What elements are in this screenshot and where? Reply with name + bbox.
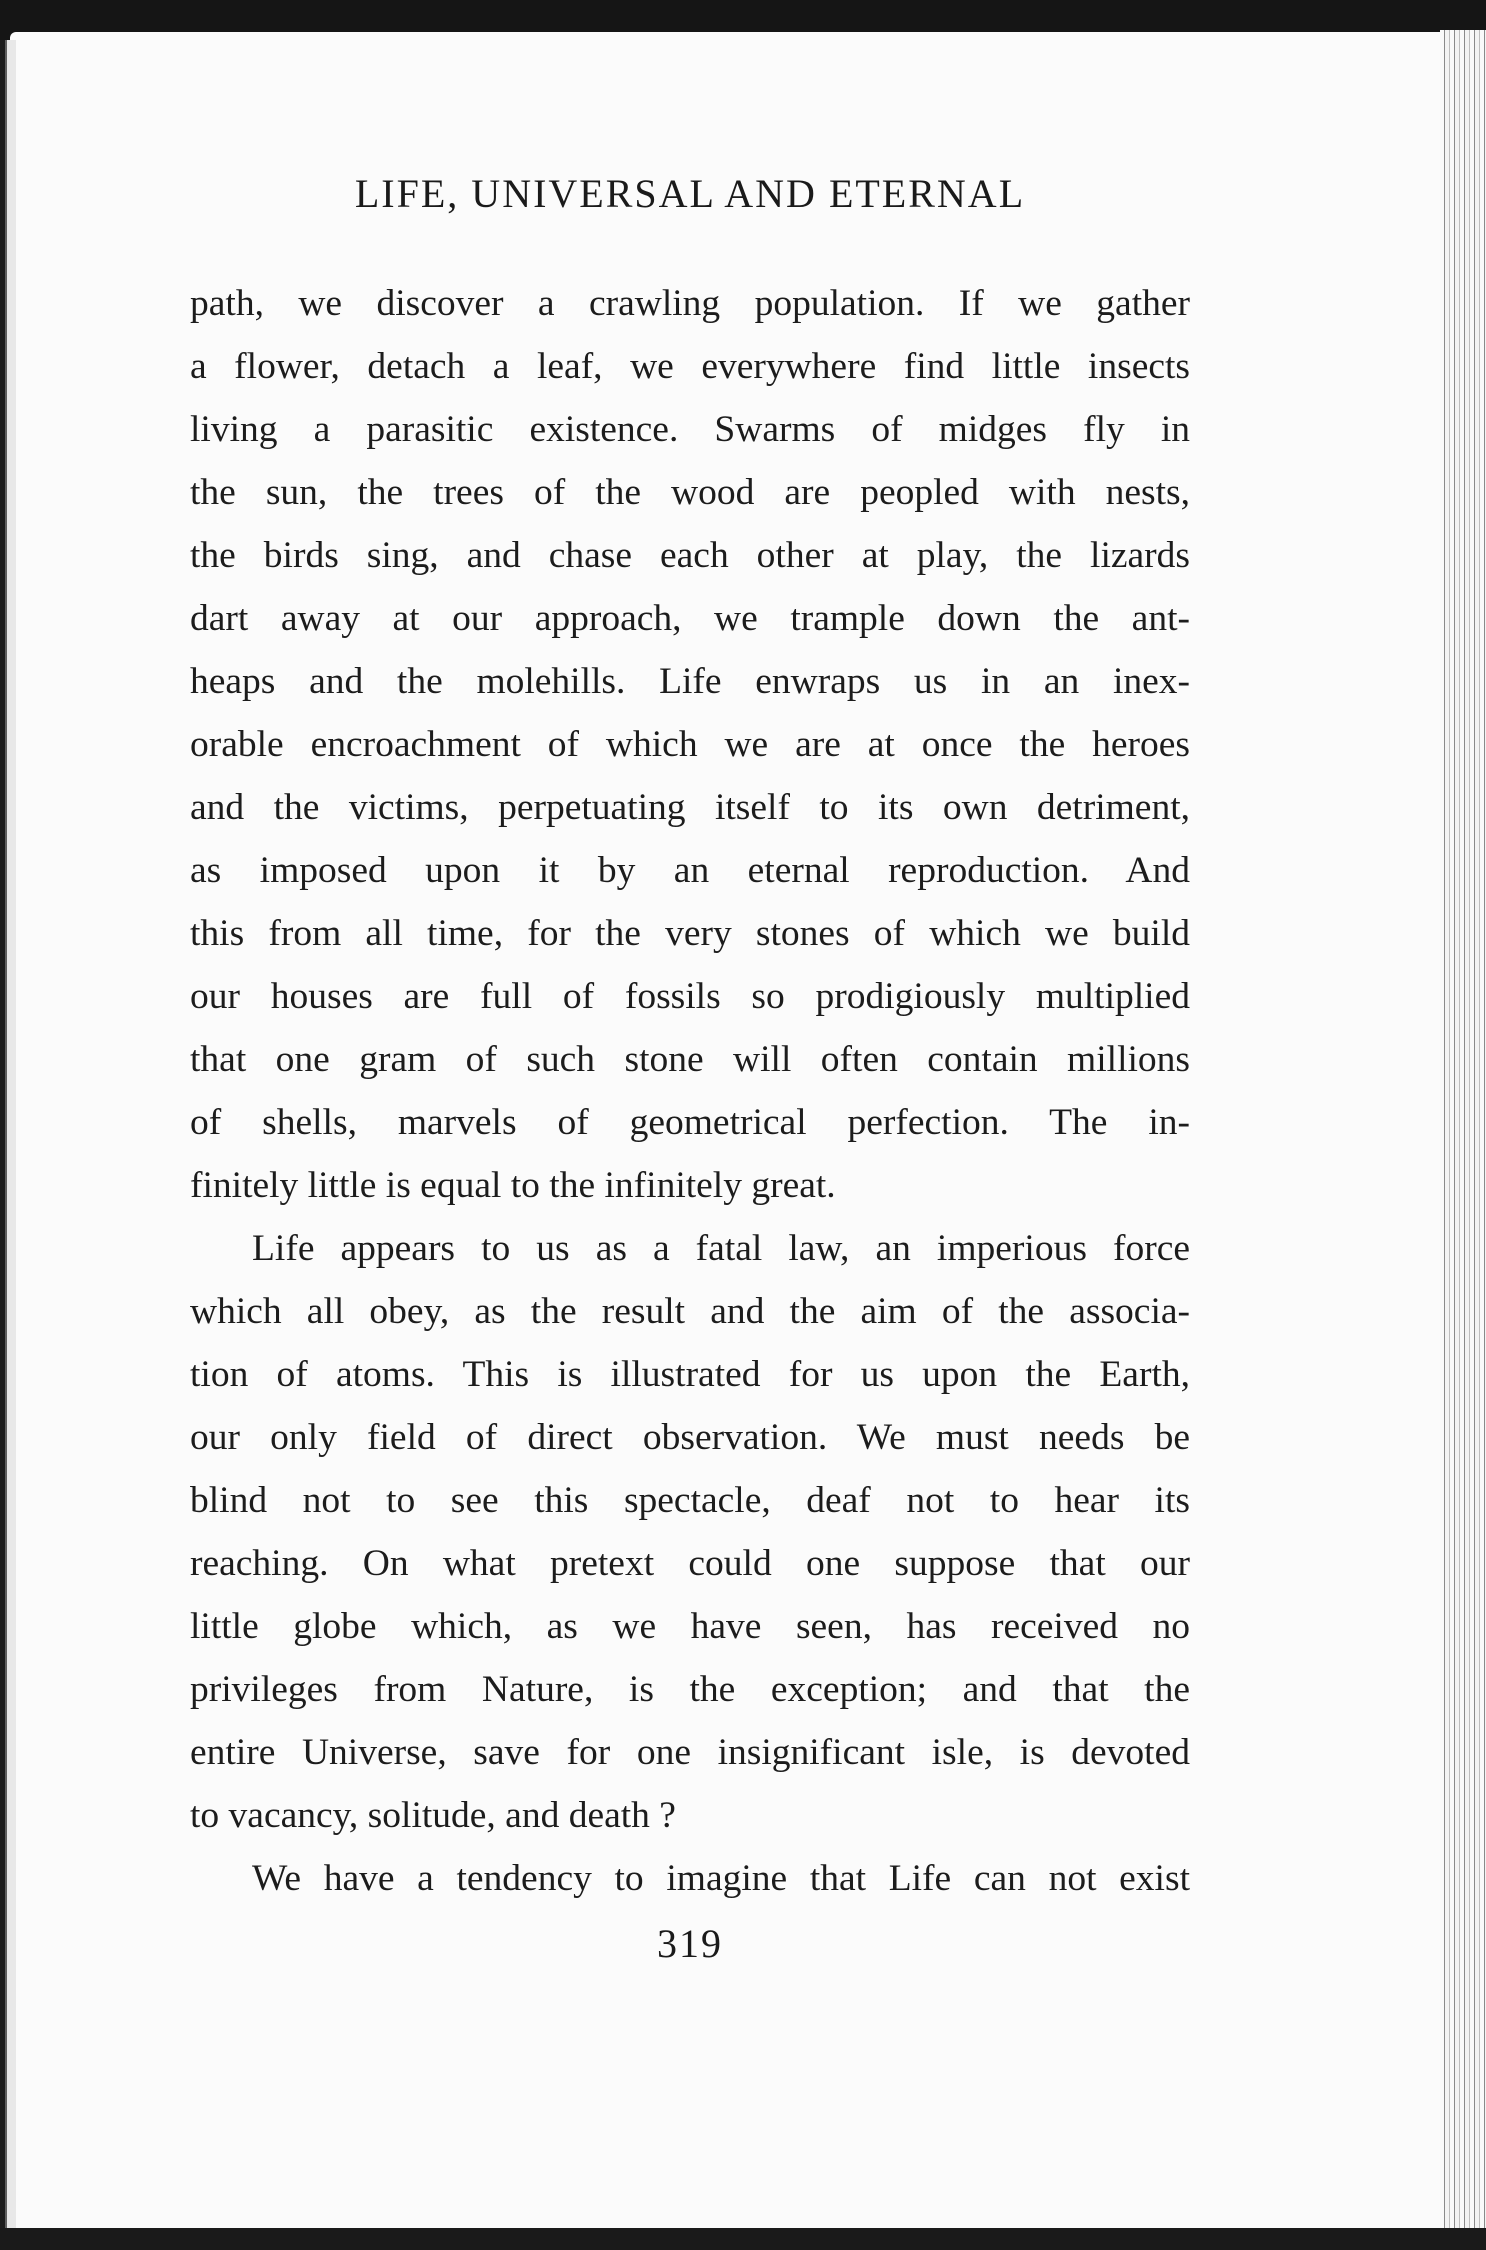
text-line: We have a tendency to imagine that Life can not exist xyxy=(252,1858,1190,1899)
text-line: entire Universe, save for one insignificant isle, is devoted xyxy=(190,1732,1190,1773)
text-line: our houses are full of fossils so prodigiously multiplied xyxy=(190,976,1190,1017)
text-line: path, we discover a crawling population. If we gather xyxy=(190,283,1190,324)
text-line: privileges from Nature, is the exception; and that the xyxy=(190,1669,1190,1710)
text-line: the sun, the trees of the wood are peopled with nests, xyxy=(190,472,1190,513)
text-line: blind not to see this spectacle, deaf not to hear its xyxy=(190,1480,1190,1521)
text-line: and the victims, perpetuating itself to its own detriment, xyxy=(190,787,1190,828)
body-text xyxy=(190,272,1190,1910)
text-line: dart away at our approach, we trample down the ant- xyxy=(190,598,1190,639)
text-line: that one gram of such stone will often contain millions xyxy=(190,1039,1190,1080)
text-line: orable encroachment of which we are at once the heroes xyxy=(190,724,1190,765)
text-line: a flower, detach a leaf, we everywhere find little insects xyxy=(190,346,1190,387)
text-line: living a parasitic existence. Swarms of midges fly in xyxy=(190,409,1190,450)
text-line: heaps and the molehills. Life enwraps us in an inex- xyxy=(190,661,1190,702)
running-head: LIFE, UNIVERSAL AND ETERNAL xyxy=(354,171,1026,216)
text-line: this from all time, for the very stones of which we build xyxy=(190,913,1190,954)
text-line: our only field of direct observation. We must needs be xyxy=(190,1417,1190,1458)
page-stack-edge xyxy=(1440,30,1486,2230)
text-line: reaching. On what pretext could one suppose that our xyxy=(190,1543,1190,1584)
text-line: as imposed upon it by an eternal reproduction. And xyxy=(190,850,1190,891)
text-line: tion of atoms. This is illustrated for us upon the Earth, xyxy=(190,1354,1190,1395)
text-line: which all obey, as the result and the aim of the associa- xyxy=(190,1291,1190,1332)
book-spine-edge xyxy=(0,40,16,2230)
text-line: of shells, marvels of geometrical perfection. The in- xyxy=(190,1102,1190,1143)
text-line: Life appears to us as a fatal law, an imperious force xyxy=(252,1228,1190,1269)
text-line: to vacancy, solitude, and death ? xyxy=(190,1795,676,1836)
scan-bottom-border xyxy=(0,2228,1486,2250)
text-line: little globe which, as we have seen, has received no xyxy=(190,1606,1190,1647)
text-line: the birds sing, and chase each other at play, the lizards xyxy=(190,535,1190,576)
text-line: finitely little is equal to the infinitely great. xyxy=(190,1165,836,1206)
page-number: 319 xyxy=(657,1921,723,1966)
